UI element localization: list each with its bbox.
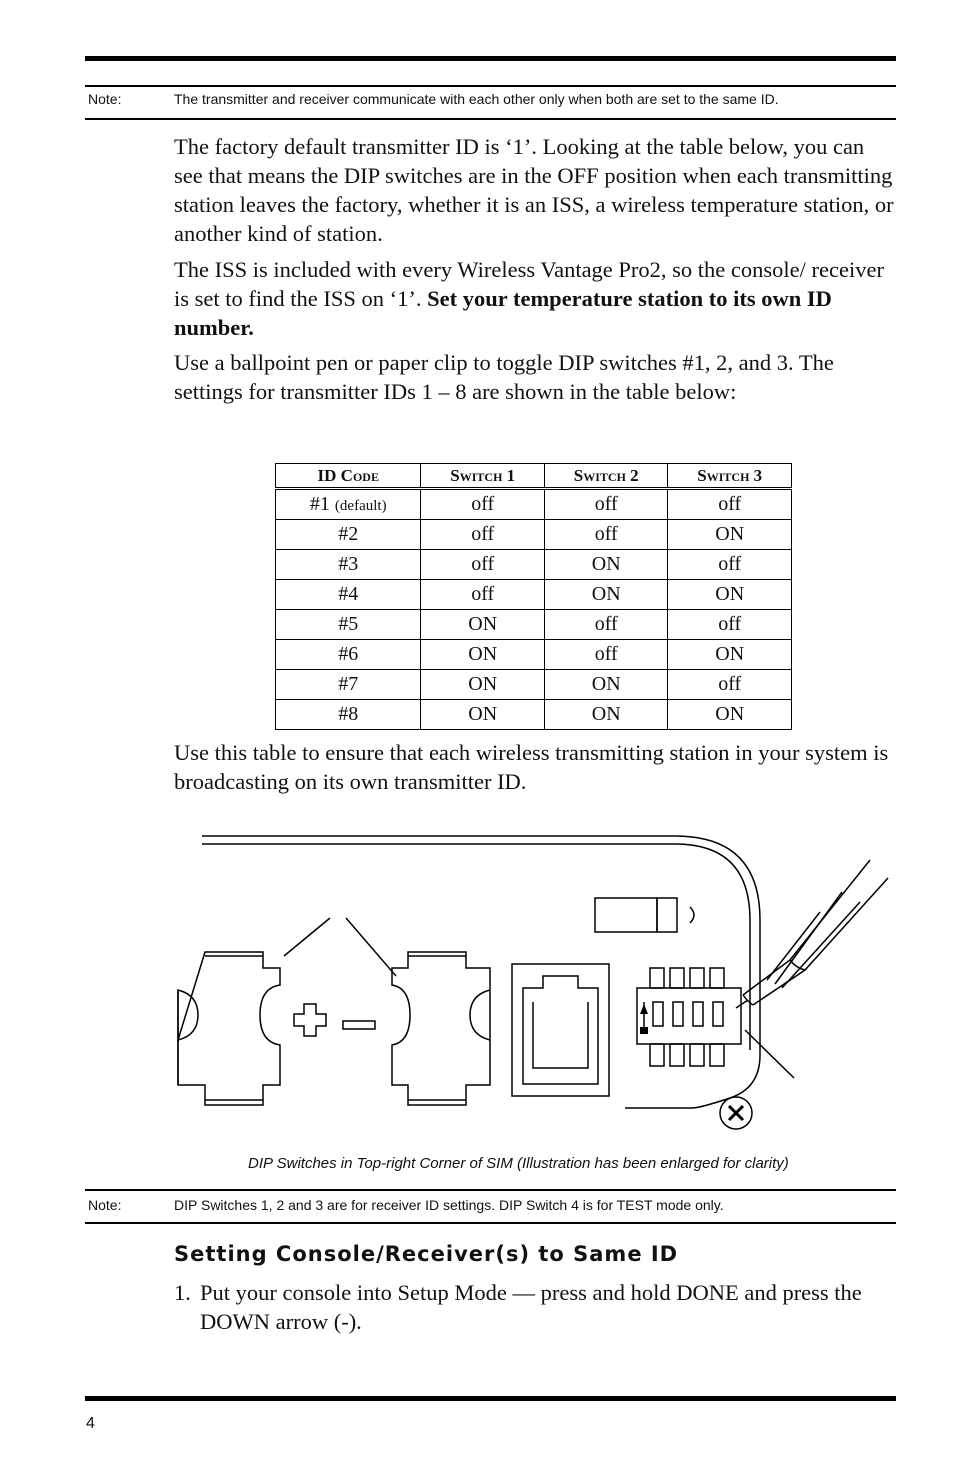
table-row — [276, 550, 792, 580]
note2-bottom-rule — [85, 1222, 896, 1224]
cell-switch-2: ON — [544, 670, 668, 700]
table-row — [276, 640, 792, 670]
cell-switch-1: off — [421, 489, 545, 520]
paragraph-use-table — [174, 738, 894, 796]
paragraph-ballpoint — [174, 348, 894, 406]
footer-rule — [85, 1396, 896, 1401]
col-header-id-code: ID Code — [276, 464, 421, 489]
note-text: DIP Switches 1, 2 and 3 are for receiver ID settings. DIP Switch 4 is for TEST mode only. — [174, 1197, 724, 1213]
cell-switch-3: ON — [668, 700, 792, 730]
cell-id: #6 — [276, 640, 421, 670]
cell-id: #1 (default) — [276, 489, 421, 520]
note-text: The transmitter and receiver communicate with each other only when both are set to the same ID. — [174, 91, 779, 107]
cell-switch-3: ON — [668, 580, 792, 610]
table-row — [276, 489, 792, 520]
cell-switch-1: ON — [421, 670, 545, 700]
paragraph-text — [174, 255, 894, 342]
col-header-switch-2: Switch 2 — [544, 464, 668, 489]
cell-id: #8 — [276, 700, 421, 730]
cell-switch-3: off — [668, 550, 792, 580]
header-rule — [85, 56, 896, 61]
cell-switch-3: ON — [668, 640, 792, 670]
cell-switch-1: off — [421, 520, 545, 550]
table-row — [276, 670, 792, 700]
cell-switch-3: ON — [668, 520, 792, 550]
cell-switch-1: ON — [421, 700, 545, 730]
note-label: Note: — [88, 91, 122, 107]
cell-switch-2: ON — [544, 700, 668, 730]
sim-dip-switch-illustration — [170, 830, 894, 1130]
paragraph-factory-default — [174, 132, 894, 248]
table-row — [276, 700, 792, 730]
cell-switch-2: ON — [544, 580, 668, 610]
step-text: Put your console into Setup Mode — press and hold DONE and press the DOWN arrow (-). — [200, 1280, 862, 1334]
cell-id: #3 — [276, 550, 421, 580]
paragraph-plain: The ISS is included with every Wireless Vantage Pro2, so the console/ receiver is set to find the ISS on ‘1’. — [174, 257, 884, 311]
cell-id: #4 — [276, 580, 421, 610]
cell-switch-1: off — [421, 550, 545, 580]
note2-top-rule — [85, 1189, 896, 1191]
paragraph-text: The factory default transmitter ID is ‘1’. Looking at the table below, you can see that means the DIP switches are in the OFF position when each transmitting station leaves the factory, whether it is an ISS, a wireless temperature station, or another kind of station. — [174, 134, 894, 246]
step-number: 1. — [174, 1280, 191, 1305]
paragraph-text: Use this table to ensure that each wireless transmitting station in your system is broadcasting on its own transmitter ID. — [174, 740, 889, 794]
cell-id: #7 — [276, 670, 421, 700]
paragraph-bold: Set your temperature station to its own ID number. — [174, 286, 832, 340]
table-row — [276, 580, 792, 610]
cell-switch-1: off — [421, 580, 545, 610]
cell-switch-3: off — [668, 489, 792, 520]
note-top-rule — [85, 85, 896, 87]
cell-switch-2: off — [544, 520, 668, 550]
table-header-row — [276, 464, 792, 489]
cell-switch-2: ON — [544, 550, 668, 580]
note-label: Note: — [88, 1197, 122, 1213]
cell-switch-2: off — [544, 640, 668, 670]
col-header-switch-1: Switch 1 — [421, 464, 545, 489]
table-row — [276, 520, 792, 550]
paragraph-iss — [174, 255, 894, 342]
cell-id: #5 — [276, 610, 421, 640]
table-row — [276, 610, 792, 640]
cell-switch-1: ON — [421, 610, 545, 640]
section-heading: Setting Console/Receiver(s) to Same ID — [174, 1242, 679, 1266]
col-header-switch-3: Switch 3 — [668, 464, 792, 489]
note-bottom-rule — [85, 118, 896, 120]
page-number: 4 — [86, 1415, 95, 1432]
cell-switch-2: off — [544, 489, 668, 520]
cell-switch-3: off — [668, 670, 792, 700]
cell-switch-2: off — [544, 610, 668, 640]
paragraph-text: Use a ballpoint pen or paper clip to toggle DIP switches #1, 2, and 3. The settings for transmitter IDs 1 – 8 are shown in the table below: — [174, 350, 834, 404]
figure-caption: DIP Switches in Top-right Corner of SIM (Illustration has been enlarged for clarity) — [248, 1155, 789, 1172]
dip-switch-table — [275, 463, 792, 730]
cell-switch-3: off — [668, 610, 792, 640]
cell-id: #2 — [276, 520, 421, 550]
cell-switch-1: ON — [421, 640, 545, 670]
